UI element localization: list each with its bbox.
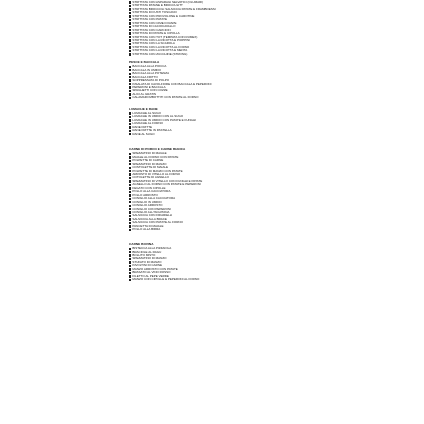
recipe-item-label: POLPETTE DI CARNE	[132, 158, 164, 163]
checkbox-square-icon[interactable]	[129, 1, 131, 3]
recipe-item-label: MANZO CON CIPOLLE E PEPERONI AL FORNO	[132, 277, 200, 282]
recipe-item	[129, 133, 329, 136]
recipe-item-label: STRITTATA CON LA RICOTTA AL FORNO	[132, 44, 190, 49]
checkbox-square-icon[interactable]	[129, 73, 131, 75]
recipe-item-label: BACCALA FRITTO	[132, 74, 158, 79]
recipe-item-label: COSTOLETTE DI MAIALE	[132, 165, 169, 170]
checkbox-square-icon[interactable]	[129, 123, 131, 125]
recipe-item-label: SPAGHETTI CON COZZE	[132, 88, 168, 93]
recipe-section	[129, 61, 329, 100]
recipe-item-label: BOLLITO MISTO	[132, 253, 156, 258]
checkbox-square-icon[interactable]	[129, 248, 131, 250]
checkbox-square-icon[interactable]	[129, 265, 131, 267]
checkbox-square-icon[interactable]	[129, 15, 131, 17]
recipe-item-label: RANE FRITTE IN PASTELLA	[132, 128, 172, 133]
recipe-item-label: CONIGLIO IN UMIDO	[132, 199, 162, 204]
checkbox-square-icon[interactable]	[129, 258, 131, 260]
recipe-item-label: LUMACHE AL SUGO	[132, 110, 161, 115]
recipe-item-label: FILETTO AL PEPE VERDE	[132, 273, 169, 278]
checkbox-square-icon[interactable]	[129, 251, 131, 253]
recipe-item-label: LUMACHE IN UMIDO CON PATATE E FUNGHI	[132, 117, 197, 122]
recipe-item-label: STRITTATA CON CARCIOFI	[132, 27, 171, 32]
checkbox-square-icon[interactable]	[129, 112, 131, 114]
recipe-item-label: SOPPRESSATA DI POLPO	[132, 78, 170, 83]
recipe-item-label: AGNELLO AL FORNO CON PATATE E PEPERONI	[132, 182, 201, 187]
checkbox-square-icon[interactable]	[129, 53, 131, 55]
recipe-item-label: STRITTATA CON CIME DI RAPE	[132, 20, 177, 25]
recipe-item	[129, 228, 329, 231]
recipe-item-label: POLLO ALLA BIRRA	[132, 227, 161, 232]
recipe-item-label: BACCALA ALLA PIOCCA	[132, 64, 167, 69]
checkbox-square-icon[interactable]	[129, 187, 131, 189]
recipe-item	[129, 53, 329, 56]
checkbox-square-icon[interactable]	[129, 5, 131, 7]
checkbox-square-icon[interactable]	[129, 160, 131, 162]
recipe-item-label: INVOLTINI DI CARNE	[132, 263, 163, 268]
recipe-item-label: COTOLETTE DI AGNELLO	[132, 175, 170, 180]
recipe-item-label: RANE AL SUGO	[132, 131, 155, 136]
section-title: LUMACHE E RANE	[129, 106, 158, 111]
checkbox-square-icon[interactable]	[129, 97, 131, 99]
checkbox-square-icon[interactable]	[129, 208, 131, 210]
checkbox-square-icon[interactable]	[129, 177, 131, 179]
recipe-item-label: STRITTATA CON LA SCAROLA	[132, 41, 175, 46]
recipe-item-label: STRITTATA CON TOT (TEMPATA CON RUMEX)	[132, 34, 198, 39]
recipe-item	[129, 278, 329, 281]
recipe-item-label: CONIGLIO ARROSTO	[132, 203, 163, 208]
recipe-item-label: SPEZZATINO DI VITELLO CON FUNGHI E PATATE	[132, 178, 203, 183]
recipe-item-label: PANCETTA DI MAIALE	[132, 223, 164, 228]
recipe-section	[129, 148, 329, 232]
checkbox-square-icon[interactable]	[129, 225, 131, 227]
recipe-item-label: SALSICCIA ALLA BRACE	[132, 216, 167, 221]
checkbox-square-icon[interactable]	[129, 36, 131, 38]
recipe-item-label: CONIGLIO CON PEPERONI	[132, 206, 171, 211]
recipe-item	[129, 96, 329, 99]
recipe-item-label: ALICI AL GRATIN	[132, 91, 157, 96]
recipe-item-label: STRITTATA BROCCOLI SALSICCIA PATATE E FRAMBOESSI	[132, 6, 216, 11]
checkbox-square-icon[interactable]	[129, 194, 131, 196]
checkbox-square-icon[interactable]	[129, 93, 131, 95]
checkbox-square-icon[interactable]	[129, 163, 131, 165]
checkbox-square-icon[interactable]	[129, 22, 131, 24]
recipe-item-label: BACCALA IN UMIDO	[132, 67, 161, 72]
recipe-item-label: ARROSTO DI VITELLO AL FORNO	[132, 172, 181, 177]
recipe-item-label: STRITTATA DI CACIOCAVALLO	[132, 24, 176, 29]
checkbox-square-icon[interactable]	[129, 170, 131, 172]
recipe-item-label: RANE FRITTE	[132, 124, 153, 129]
checkbox-square-icon[interactable]	[129, 205, 131, 207]
checkbox-square-icon[interactable]	[129, 167, 131, 169]
checkbox-square-icon[interactable]	[129, 173, 131, 175]
section-title: CARNE DI PORCO E CARNE BIANCA	[129, 146, 186, 151]
recipe-item-label: STRITTATA CON LA RICOTTA E MENTA	[132, 48, 188, 53]
recipe-item-label: BISTECCA ALLA PIZZAIOLA	[132, 246, 172, 251]
checkbox-square-icon[interactable]	[129, 211, 131, 213]
checkbox-square-icon[interactable]	[129, 66, 131, 68]
checkbox-square-icon[interactable]	[129, 8, 131, 10]
checkbox-square-icon[interactable]	[129, 184, 131, 186]
checkbox-square-icon[interactable]	[129, 86, 131, 88]
recipe-item-label: CONIGLIO ALLA CACCIATORA	[132, 196, 176, 201]
recipe-item-label: BRACIOLE AL RAGU	[132, 249, 162, 254]
recipe-item-label: STRITTATA CON LA RICOTTA E PIOPPINI	[132, 37, 191, 42]
recipe-item-label: STRITTATA PATANE E BROCCULITT	[132, 3, 183, 8]
checkbox-square-icon[interactable]	[129, 83, 131, 85]
recipe-item-label: MAIALE AL FORNO CON PATATE	[132, 154, 179, 159]
checkbox-square-icon[interactable]	[129, 201, 131, 203]
checkbox-square-icon[interactable]	[129, 32, 131, 34]
recipe-item-label: PEPERONI E BACCALA	[132, 84, 166, 89]
checkbox-square-icon[interactable]	[129, 12, 131, 14]
checkbox-square-icon[interactable]	[129, 153, 131, 155]
checkbox-square-icon[interactable]	[129, 222, 131, 224]
checkbox-square-icon[interactable]	[129, 19, 131, 21]
checkbox-square-icon[interactable]	[129, 279, 131, 281]
recipe-item-label: MANZO ARROSTO CON PATATE	[132, 266, 178, 271]
checkbox-square-icon[interactable]	[129, 275, 131, 277]
checkbox-square-icon[interactable]	[129, 180, 131, 182]
checkbox-square-icon[interactable]	[129, 46, 131, 48]
recipe-item-label: SALSICCIA CON PATATE AL FORNO	[132, 220, 183, 225]
checkbox-square-icon[interactable]	[129, 254, 131, 256]
checkbox-square-icon[interactable]	[129, 133, 131, 135]
checkbox-square-icon[interactable]	[129, 198, 131, 200]
checkbox-square-icon[interactable]	[129, 43, 131, 45]
checkbox-square-icon[interactable]	[129, 191, 131, 193]
recipe-item-label: SALSICCIA CON FRIARIELLI	[132, 213, 173, 218]
checkbox-square-icon[interactable]	[129, 116, 131, 118]
recipe-item-label: STRITTATA CON ZUCCHINE (STRONG)	[132, 51, 188, 56]
checkbox-square-icon[interactable]	[129, 90, 131, 92]
recipe-section	[129, 243, 329, 282]
recipe-section	[129, 1, 329, 56]
checkbox-square-icon[interactable]	[129, 26, 131, 28]
recipe-item-label: SPEZZATINO DI MANZO	[132, 256, 167, 261]
checkbox-square-icon[interactable]	[129, 218, 131, 220]
checkbox-square-icon[interactable]	[129, 29, 131, 31]
checkbox-square-icon[interactable]	[129, 39, 131, 41]
recipe-item-label: POLPETTE DI MANZO CON PATATE	[132, 168, 183, 173]
checkbox-square-icon[interactable]	[129, 50, 131, 52]
recipe-checklist	[129, 0, 329, 282]
checkbox-square-icon[interactable]	[129, 76, 131, 78]
recipe-item-label: CONIGLIO ALL'ISCHITANA	[132, 210, 170, 215]
checkbox-square-icon[interactable]	[129, 272, 131, 274]
recipe-item-label: LUMACHE IN UMIDO CON AL SUGO	[132, 114, 184, 119]
checkbox-square-icon[interactable]	[129, 126, 131, 128]
recipe-item-label: STRITTATA CON ASPARAGI SELVATICI (OLUMARI)	[132, 0, 204, 4]
recipe-item-label: INSALATA DI CAVOLFIORE CON BACCALA E PEPERONI	[132, 81, 212, 86]
recipe-item-label: SPEZZATINO DI MAIALE	[132, 151, 167, 156]
recipe-item-label: BRASATO AL VINO ROSSO	[132, 270, 171, 275]
checkbox-square-icon[interactable]	[129, 156, 131, 158]
recipe-item-label: CALAMARI IMBOTTITI CON PATATE AL FORNO	[132, 95, 199, 100]
recipe-item-label: POLLO ARROSTO	[132, 192, 158, 197]
checkbox-square-icon[interactable]	[129, 130, 131, 132]
recipe-item-label: STRITTATA CON PATATE	[132, 17, 168, 22]
checkbox-square-icon[interactable]	[129, 119, 131, 121]
checkbox-square-icon[interactable]	[129, 69, 131, 71]
recipe-item-label: BACCALA ALLA POTENZA	[132, 71, 170, 76]
recipe-item-label: STRITTATA DI PATATE E CIPOLLA	[132, 31, 180, 36]
recipe-item-label: STUFATO DI MANZO	[132, 259, 162, 264]
checkbox-square-icon[interactable]	[129, 261, 131, 263]
recipe-item-label: SPEZZATINO DI MANZO	[132, 161, 167, 166]
recipe-item-label: FEGATO CON CIPOLLE	[132, 185, 166, 190]
section-title: PESCE E BACCALA	[129, 59, 160, 64]
recipe-item-label: POLLO ALLA CACCIATORA	[132, 189, 171, 194]
section-title: CARNE BOVINA	[129, 241, 154, 246]
recipe-item-label: STRITTATA DI FUSTI TOSCANO	[132, 10, 177, 15]
checkbox-square-icon[interactable]	[129, 229, 131, 231]
checkbox-square-icon[interactable]	[129, 268, 131, 270]
checkbox-square-icon[interactable]	[129, 79, 131, 81]
recipe-section	[129, 108, 329, 137]
checkbox-square-icon[interactable]	[129, 215, 131, 217]
recipe-item-label: LUMACHE AL FORNO	[132, 121, 163, 126]
recipe-item-label: STRITTATA CON PROVOLONE E CAROTINE	[132, 13, 195, 18]
